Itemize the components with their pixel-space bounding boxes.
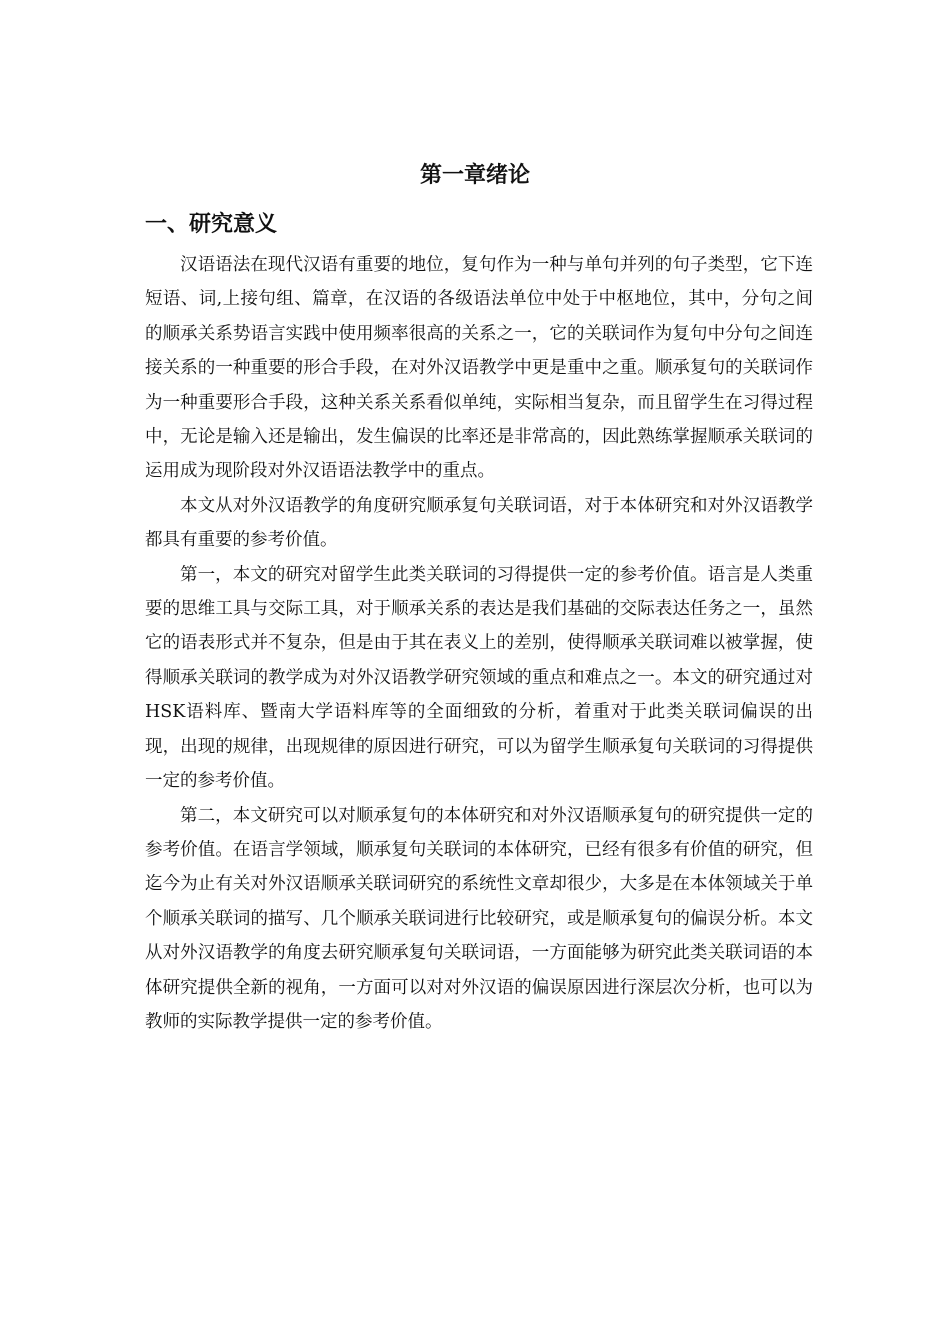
chapter-title: 第一章绪论	[419, 163, 530, 188]
paragraph-4: 第二，本文研究可以对顺承复句的本体研究和对外汉语顺承复句的研究提供一定的参考价值。在语言学领域，顺承复句关联词的本体研究，已经有很多有价值的研究，但迄今为止有关对外汉语顺承关联词研究的系统性文章却很少，大多是在本体领域关于单个顺承关联词的描写、几个顺承关联词进行比较研究，或是顺承复句的偏误分析。本文从对外汉语教学的角度去研究顺承复句关联词语，一方面能够为研究此类关联词语的本体研究提供全新的视角，一方面可以对对外汉语的偏误原因进行深层次分析，也可以为教师的实际教学提供一定的参考价值。	[145, 805, 813, 1032]
section-heading: 一、研究意义	[145, 212, 278, 237]
paragraph-1: 汉语语法在现代汉语有重要的地位，复句作为一种与单句并列的句子类型，它下连短语、词,上接句组、篇章，在汉语的各级语法单位中处于中枢地位，其中，分句之间的顺承关系势语言实践中使用频率很高的关系之一，它的关联词作为复句中分句之间连接关系的一种重要的形合手段，在对外汉语教学中更是重中之重。顺承复句的关联词作为一种重要形合手段，这种关系关系看似单纯，实际相当复杂，而且留学生在习得过程中，无论是输入还是输出，发生偏误的比率还是非常高的，因此熟练掌握顺承关联词的运用成为现阶段对外汉语语法教学中的重点。	[145, 255, 813, 482]
body-text	[145, 248, 813, 1039]
paragraph-2: 本文从对外汉语教学的角度研究顺承复句关联词语，对于本体研究和对外汉语教学都具有重要的参考价值。	[145, 495, 813, 551]
paragraph-3: 第一，本文的研究对留学生此类关联词的习得提供一定的参考价值。语言是人类重要的思维工具与交际工具，对于顺承关系的表达是我们基础的交际表达任务之一，虽然它的语表形式并不复杂，但是由于其在表义上的差别，使得顺承关联词难以被掌握，使得顺承关联词的教学成为对外汉语教学研究领域的重点和难点之一。本文的研究通过对HSK语料库、暨南大学语料库等的全面细致的分析，着重对于此类关联词偏误的出现，出现的规律，出现规律的原因进行研究，可以为留学生顺承复句关联词的习得提供一定的参考价值。	[145, 564, 813, 792]
